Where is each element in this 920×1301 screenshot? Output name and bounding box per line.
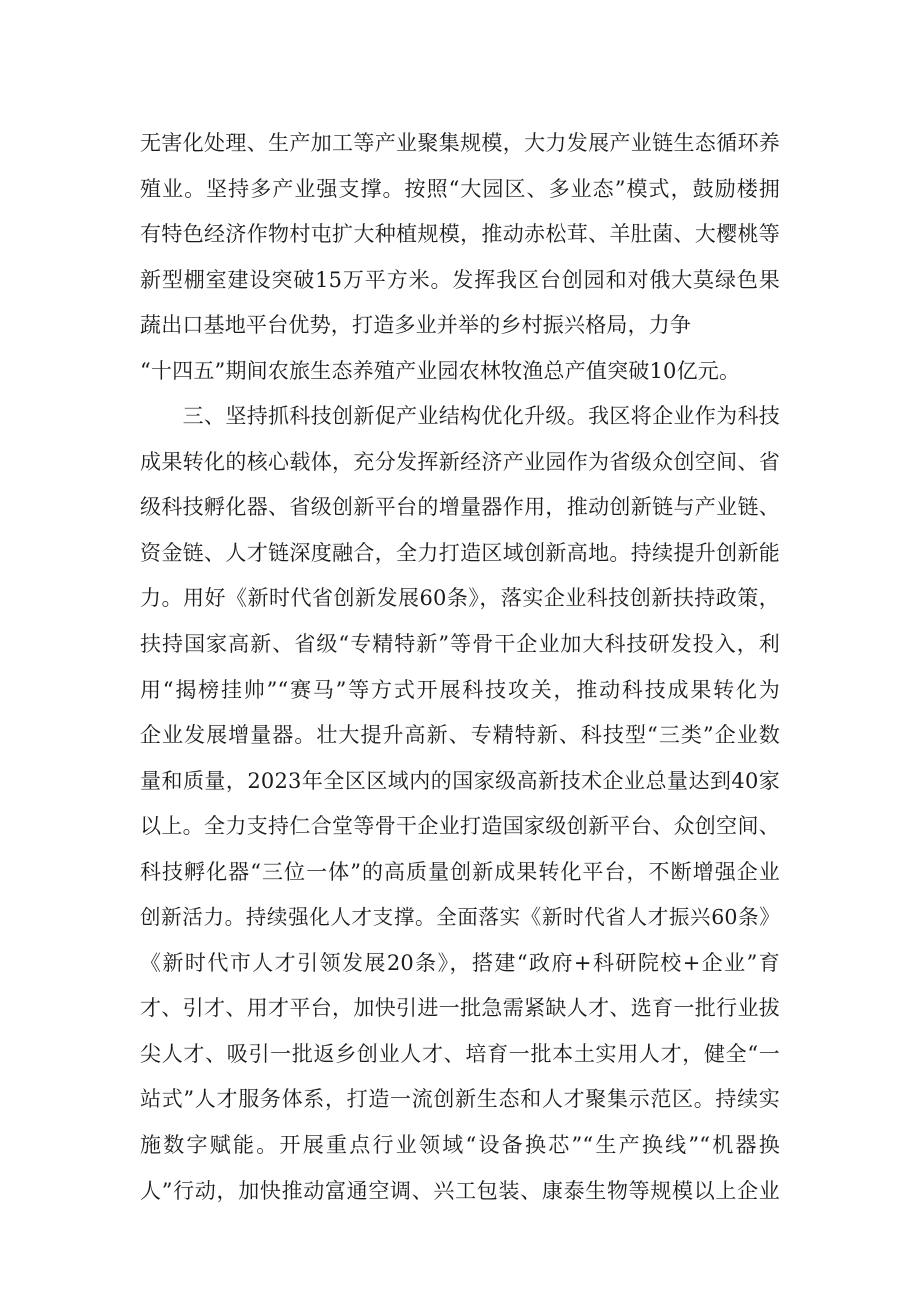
- text-line: 才、引才、用才平台，加快引进一批急需紧缺人才、选育一批行业拔: [140, 996, 780, 1021]
- text-line: 科技孵化器“三位一体”的高质量创新成果转化平台，不断增强企业: [140, 859, 780, 884]
- text-line: 殖业。坚持多产业强支撑。按照“大园区、多业态”模式，鼓励楼拥: [140, 176, 780, 201]
- text-line: 量和质量，2023年全区区域内的国家级高新技术企业总量达到40家: [140, 768, 780, 793]
- text-line: 无害化处理、生产加工等产业聚集规模，大力发展产业链生态循环养: [140, 131, 780, 155]
- text-line: 创新活力。持续强化人才支撑。全面落实《新时代省人才振兴60条》: [140, 905, 780, 930]
- text-line: 有特色经济作物村屯扩大种植规模，推动赤松茸、羊肚菌、大樱桃等: [140, 222, 780, 247]
- text-line: 企业发展增量器。壮大提升高新、专精特新、科技型“三类”企业数: [140, 723, 780, 748]
- text-line: 力。用好《新时代省创新发展60条》，落实企业科技创新扶持政策，: [140, 586, 780, 611]
- text-line: “十四五”期间农旅生态养殖产业园农林牧渔总产值突破10亿元。: [140, 358, 741, 383]
- text-line: 以上。全力支持仁合堂等骨干企业打造国家级创新平台、众创空间、: [140, 814, 780, 839]
- text-line: 三、坚持抓科技创新促产业结构优化升级。我区将企业作为科技: [140, 404, 780, 429]
- text-line: 用“揭榜挂帅”“赛马”等方式开展科技攻关，推动科技成果转化为: [140, 677, 780, 702]
- body-text: [140, 121, 780, 1214]
- text-line: 施数字赋能。开展重点行业领域“设备换芯”“生产换线”“机器换: [140, 1133, 780, 1158]
- text-line: 人”行动，加快推动富通空调、兴工包装、康泰生物等规模以上企业: [140, 1178, 780, 1203]
- text-line: 站式”人才服务体系，打造一流创新生态和人才聚集示范区。持续实: [140, 1087, 780, 1112]
- text-line: 尖人才、吸引一批返乡创业人才、培育一批本土实用人才，健全“一: [140, 1041, 780, 1066]
- text-line: 资金链、人才链深度融合，全力打造区域创新高地。持续提升创新能: [140, 540, 780, 565]
- text-line: 成果转化的核心载体，充分发挥新经济产业园作为省级众创空间、省: [140, 449, 780, 474]
- text-line: 扶持国家高新、省级“专精特新”等骨干企业加大科技研发投入，利: [140, 632, 780, 657]
- text-line: 新型棚室建设突破15万平方米。发挥我区台创园和对俄大莫绿色果: [140, 267, 780, 292]
- text-line: 蔬出口基地平台优势，打造多业并举的乡村振兴格局，力争: [140, 313, 692, 338]
- text-line: 《新时代市人才引领发展20条》，搭建“政府+科研院校+企业”育: [140, 950, 780, 975]
- text-line: 级科技孵化器、省级创新平台的增量器作用，推动创新链与产业链、: [140, 495, 780, 520]
